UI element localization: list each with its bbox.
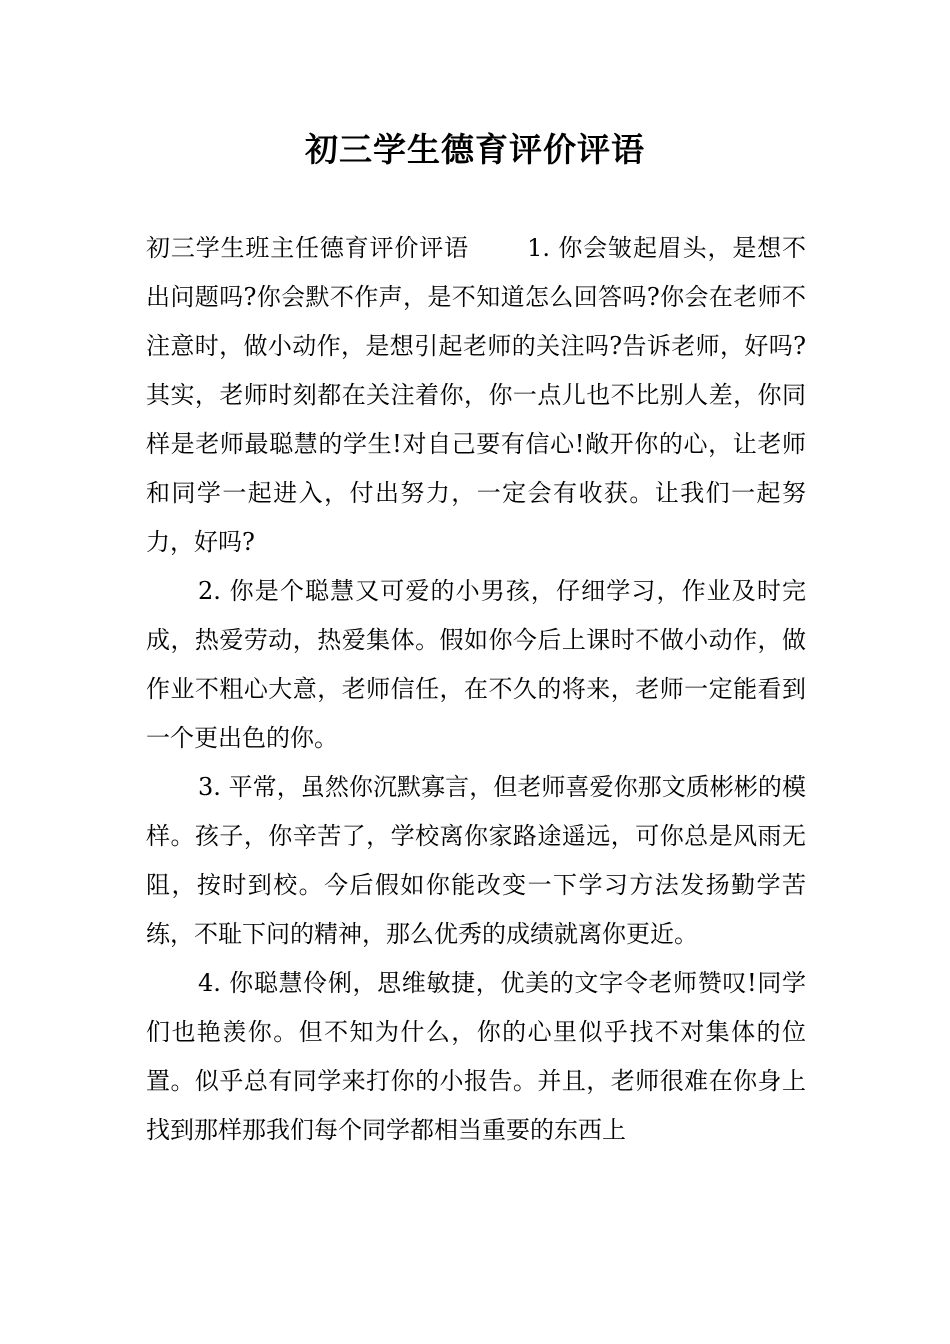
- paragraph-intro: 初三学生班主任德育评价评语 1. 你会皱起眉头，是想不出问题吗?你会默不作声，是不知道怎么回答吗?你会在老师不注意时，做小动作，是想引起老师的关注吗?告诉老师，好吗?其实，老师时刻都在关注着你，你一点儿也不比别人差，你同样是老师最聪慧的学生!对自己要有信心!敞开你的心，让老师和同学一起进入，付出努力，一定会有收获。让我们一起努力，好吗?: [146, 234, 806, 556]
- paragraph-2: 2. 你是个聪慧又可爱的小男孩，仔细学习，作业及时完成，热爱劳动，热爱集体。假如你今后上课时不做小动作，做作业不粗心大意，老师信任，在不久的将来，老师一定能看到一个更出色的你。: [146, 577, 806, 752]
- paragraph-3: 3. 平常，虽然你沉默寡言，但老师喜爱你那文质彬彬的模样。孩子，你辛苦了，学校离你家路途遥远，可你总是风雨无阻，按时到校。今后假如你能改变一下学习方法发扬勤学苦练，不耻下问的精神，那么优秀的成绩就离你更近。: [146, 773, 806, 948]
- document-title: 初三学生德育评价评语: [305, 130, 645, 169]
- paragraph-4: 4. 你聪慧伶俐，思维敏捷，优美的文字令老师赞叹!同学们也艳羡你。但不知为什么，你的心里似乎找不对集体的位置。似乎总有同学来打你的小报告。并且，老师很难在你身上找到那样那我们每个同学都相当重要的东西上: [146, 969, 806, 1144]
- document-body: [146, 224, 806, 1155]
